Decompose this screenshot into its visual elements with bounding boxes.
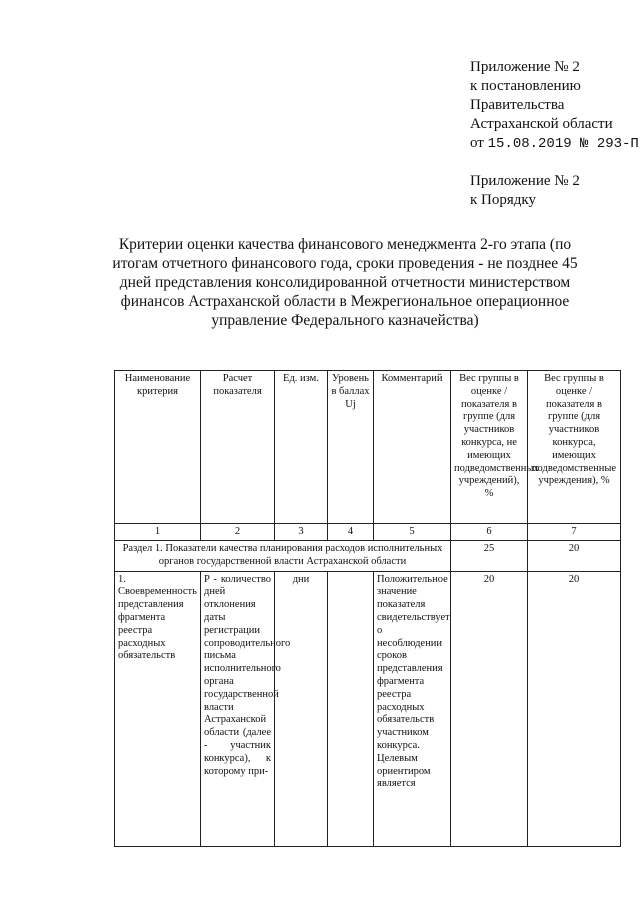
column-number: 3 [275, 524, 328, 541]
appendix-block [470, 58, 639, 210]
appendix-line-2: к постановлению [470, 78, 581, 94]
appendix-line-4: Астраханской области [470, 116, 613, 132]
header-cell: Расчет показателя [201, 371, 275, 524]
section-weight-6: 25 [451, 541, 528, 572]
criterion-calc: P - количество дней отклонения даты регистрации сопроводительного письма исполнительного органа государственной власти Астраханской области (далее - участник конкурса), к которому при- [201, 571, 275, 846]
column-number: 5 [374, 524, 451, 541]
header-cell: Вес группы в оценке / показателя в группе (для участников конкурса, имеющих подведомственные учреждения), % [528, 371, 621, 524]
section-row [115, 541, 621, 572]
criterion-level [328, 571, 374, 846]
appendix-date-line [470, 134, 639, 154]
header-cell: Уровень в баллах Uj [328, 371, 374, 524]
criterion-weight-7: 20 [528, 571, 621, 846]
table-header-row [115, 371, 621, 524]
criterion-weight-6: 20 [451, 571, 528, 846]
appendix-line-1: Приложение № 2 [470, 59, 580, 75]
criterion-unit: дни [275, 571, 328, 846]
appendix-line-7: к Порядку [470, 192, 536, 208]
column-numbers-row [115, 524, 621, 541]
header-cell: Ед. изм. [275, 371, 328, 524]
column-number: 1 [115, 524, 201, 541]
section-weight-7: 20 [528, 541, 621, 572]
column-number: 6 [451, 524, 528, 541]
appendix-line-6: Приложение № 2 [470, 173, 580, 189]
table-row [115, 571, 621, 846]
criterion-name: 1. Своевременность представления фрагмента реестра расходных обязательств [115, 571, 201, 846]
column-number: 4 [328, 524, 374, 541]
header-cell: Вес группы в оценке / показателя в группе (для участников конкурса, не имеющих подведомственных учреждений), % [451, 371, 528, 524]
criteria-table [114, 370, 621, 847]
appendix-date-prefix: от [470, 135, 488, 151]
section-title: Раздел 1. Показатели качества планирования расходов исполнительных органов государственной власти Астраханской области [115, 541, 451, 572]
column-number: 7 [528, 524, 621, 541]
appendix-line-3: Правительства [470, 97, 565, 113]
criterion-comment: Положительное значение показателя свидетельствует о несоблюдении сроков представления фрагмента реестра расходных обязательств участником конкурса. Целевым ориентиром является [374, 571, 451, 846]
appendix-date-number: 15.08.2019 № 293-П [487, 136, 639, 152]
column-number: 2 [201, 524, 275, 541]
header-cell: Комментарий [374, 371, 451, 524]
document-title: Критерии оценки качества финансового менеджмента 2-го этапа (по итогам отчетного финансового года, сроки проведения - не позднее 45 дней представления консолидированной отчетности министерством финансов Астраханской области в Межрегиональное операционное управление Федерального казначейства) [112, 236, 578, 329]
header-cell: Наименование критерия [115, 371, 201, 524]
